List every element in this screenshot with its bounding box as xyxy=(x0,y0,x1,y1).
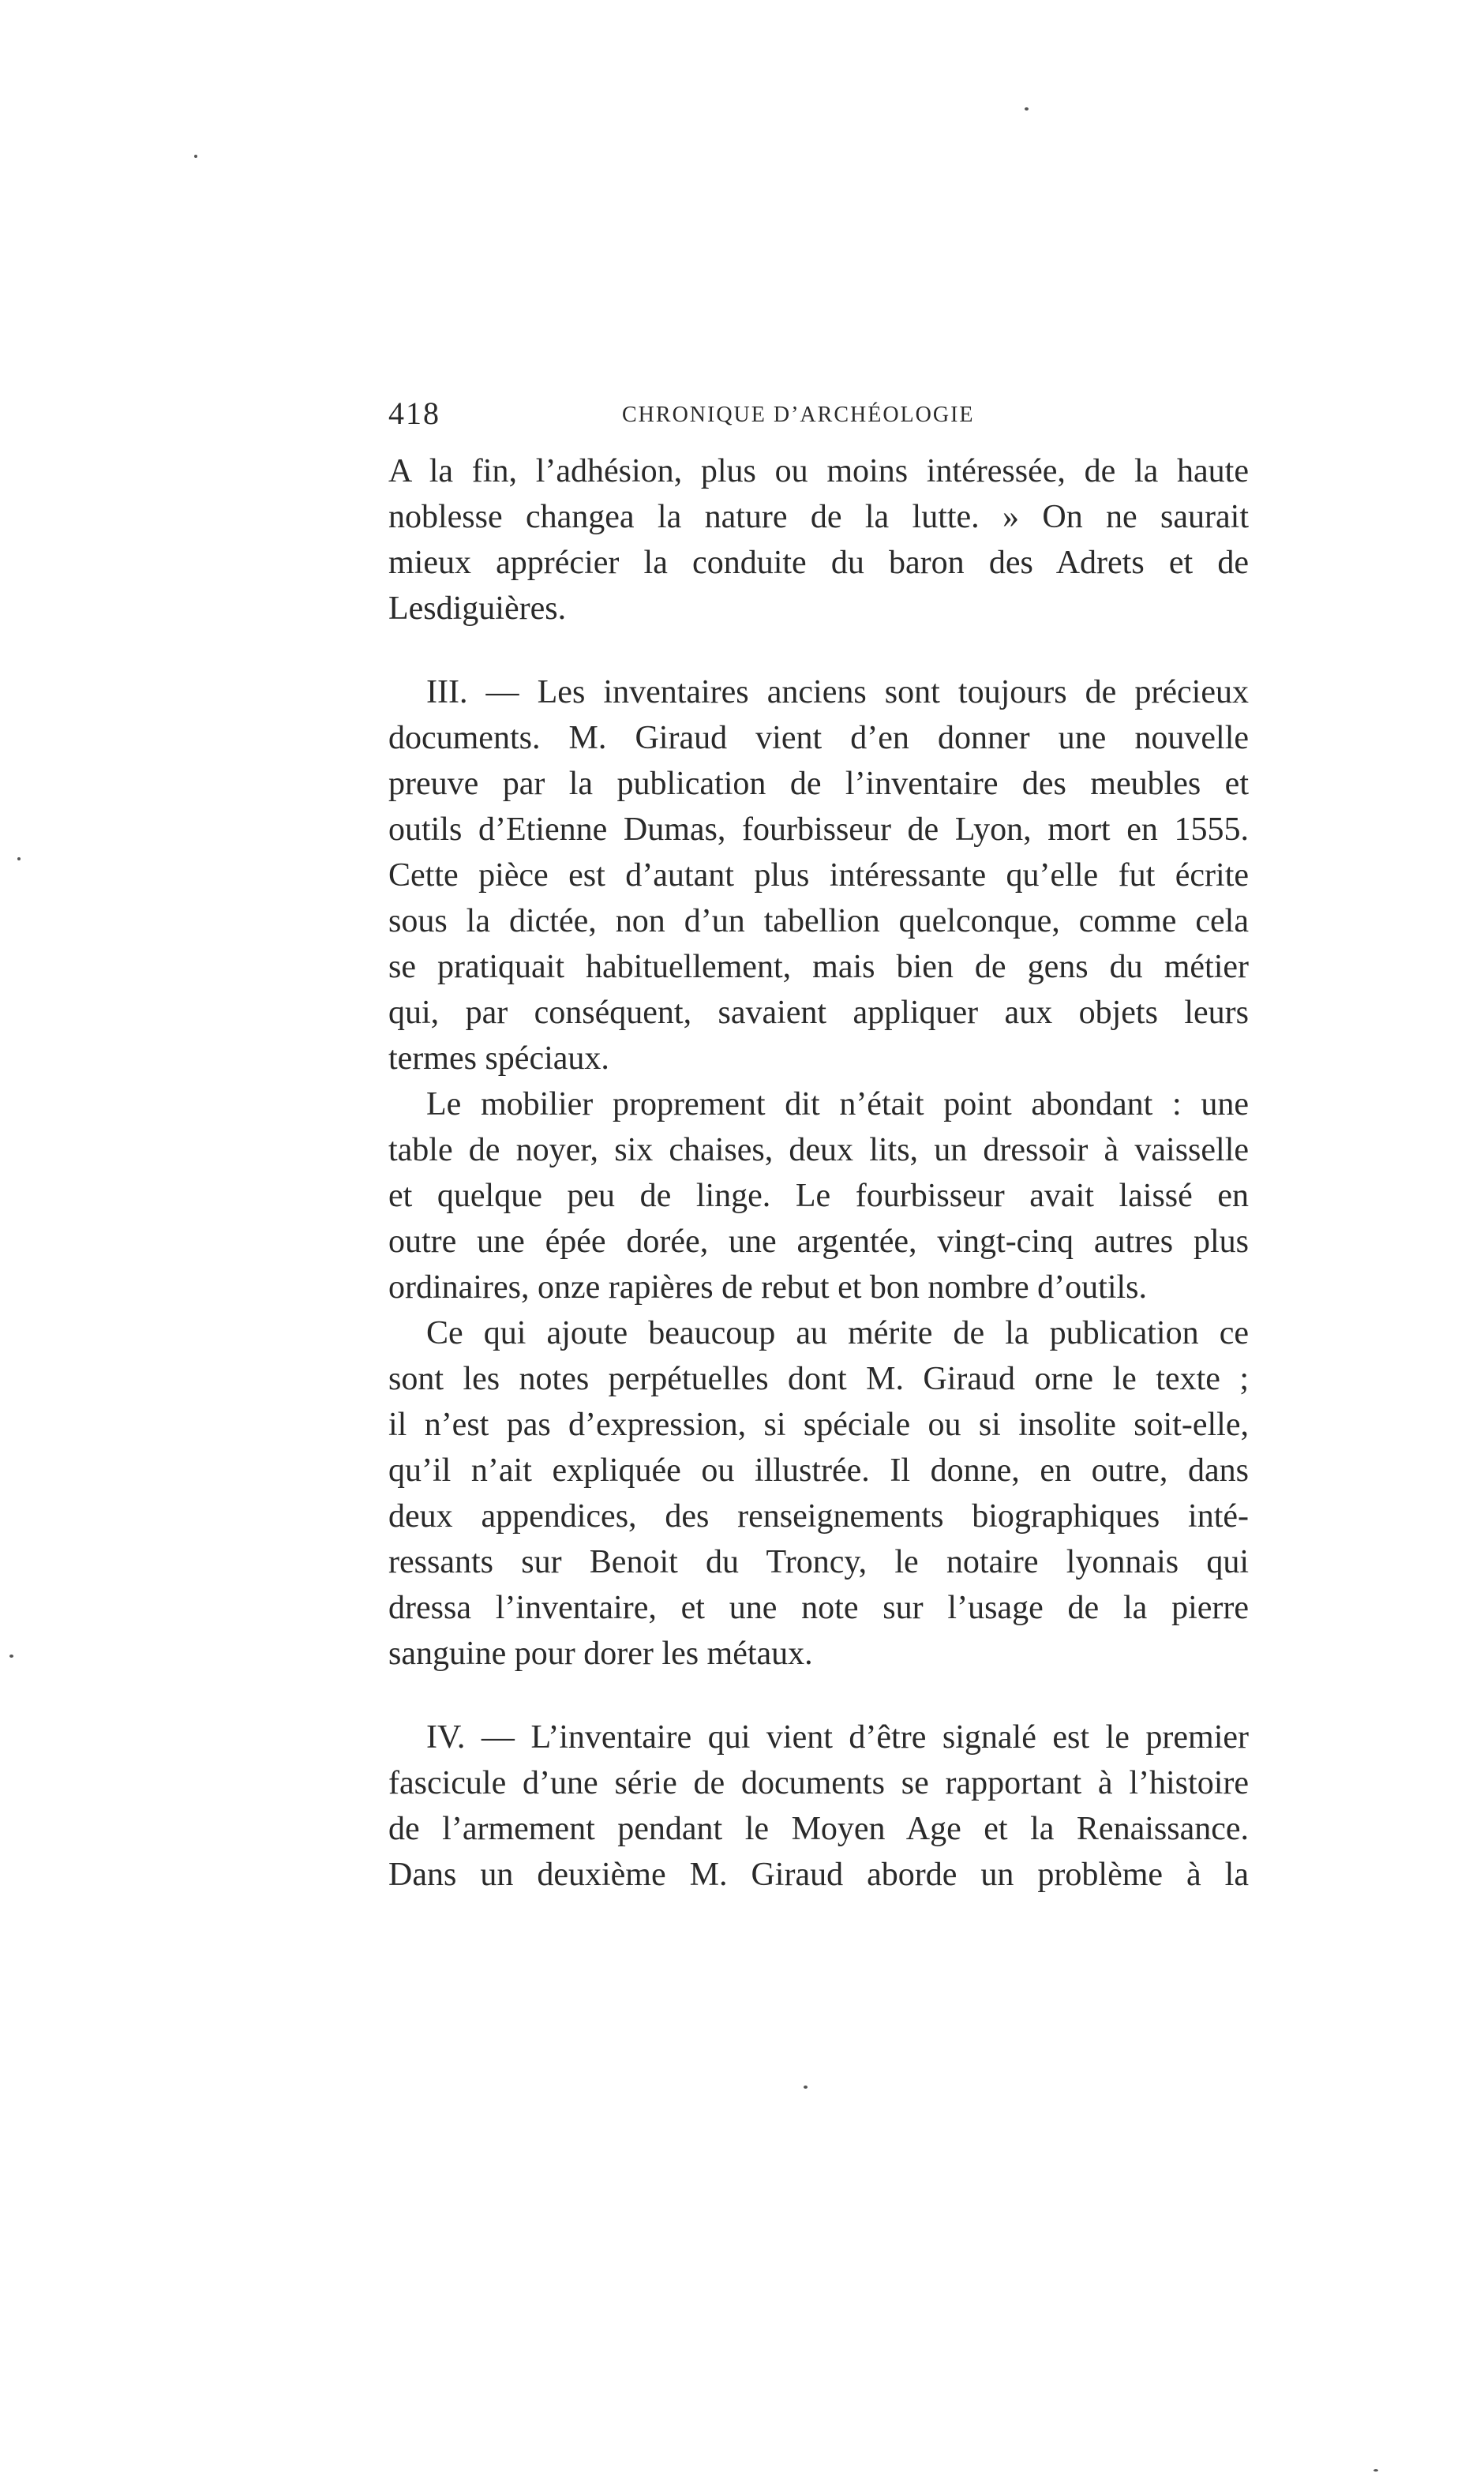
text-line: table de noyer, six chaises, deux lits, un dressoir à vaisselle xyxy=(388,1132,1249,1168)
scan-speck xyxy=(194,155,197,158)
text-line: documents. M. Giraud vient d’en donner une nouvelle xyxy=(388,720,1249,756)
text-line: mieux apprécier la conduite du baron des Adrets et de xyxy=(388,545,1249,581)
text-line: sont les notes perpétuelles dont M. Giraud orne le texte ; xyxy=(388,1361,1249,1397)
text-line: Lesdiguières. xyxy=(388,590,567,627)
paragraph-start-line: Le mobilier proprement dit n’était point abondant : une xyxy=(426,1086,1249,1122)
scan-speck xyxy=(1025,107,1029,111)
page-number: 418 xyxy=(388,395,440,431)
section-gap xyxy=(388,631,1249,669)
text-line: Dans un deuxième M. Giraud aborde un problème à la xyxy=(388,1857,1249,1893)
text-line: il n’est pas d’expression, si spéciale ou si insolite soit-elle, xyxy=(388,1407,1249,1443)
scan-speck xyxy=(804,2086,808,2089)
section-iv-heading-line: IV. — L’inventaire qui vient d’être signalé est le premier xyxy=(426,1719,1249,1756)
text-line: A la fin, l’adhésion, plus ou moins intéressée, de la haute xyxy=(388,453,1249,489)
section-iii-heading-line: III. — Les inventaires anciens sont toujours de précieux xyxy=(426,674,1249,710)
text-line: se pratiquait habituellement, mais bien de gens du métier xyxy=(388,949,1249,985)
section-gap xyxy=(388,1677,1249,1715)
text-line: ordinaires, onze rapières de rebut et bon nombre d’outils. xyxy=(388,1269,1148,1306)
text-line: outre une épée dorée, une argentée, vingt-cinq autres plus xyxy=(388,1224,1249,1260)
text-line: sanguine pour dorer les métaux. xyxy=(388,1636,813,1672)
text-line: Cette pièce est d’autant plus intéressante qu’elle fut écrite xyxy=(388,857,1249,894)
page-header xyxy=(388,395,1012,442)
text-line: qu’il n’ait expliquée ou illustrée. Il donne, en outre, dans xyxy=(388,1452,1249,1489)
scan-speck xyxy=(17,857,21,860)
text-line: fascicule d’une série de documents se rapportant à l’histoire xyxy=(388,1765,1249,1801)
text-line: dressa l’inventaire, et une note sur l’usage de la pierre xyxy=(388,1590,1249,1626)
text-line: et quelque peu de linge. Le fourbisseur avait laissé en xyxy=(388,1178,1249,1214)
running-head: CHRONIQUE D’ARCHÉOLOGIE xyxy=(622,403,975,427)
text-line: ressants sur Benoit du Troncy, le notaire lyonnais qui xyxy=(388,1544,1249,1580)
scan-speck xyxy=(1373,2469,1378,2472)
text-line: preuve par la publication de l’inventaire des meubles et xyxy=(388,766,1249,802)
text-line: deux appendices, des renseignements biographiques inté- xyxy=(388,1498,1249,1535)
scan-speck xyxy=(9,1655,13,1658)
text-line: noblesse changea la nature de la lutte. » On ne saurait xyxy=(388,499,1249,535)
body-text xyxy=(388,448,1249,1898)
text-line: termes spéciaux. xyxy=(388,1040,609,1077)
text-line: outils d’Etienne Dumas, fourbisseur de Lyon, mort en 1555. xyxy=(388,811,1249,848)
text-line: qui, par conséquent, savaient appliquer aux objets leurs xyxy=(388,995,1249,1031)
text-line: de l’armement pendant le Moyen Age et la Renaissance. xyxy=(388,1811,1249,1847)
text-line: sous la dictée, non d’un tabellion quelconque, comme cela xyxy=(388,903,1249,939)
paragraph-start-line: Ce qui ajoute beaucoup au mérite de la publication ce xyxy=(426,1315,1249,1351)
